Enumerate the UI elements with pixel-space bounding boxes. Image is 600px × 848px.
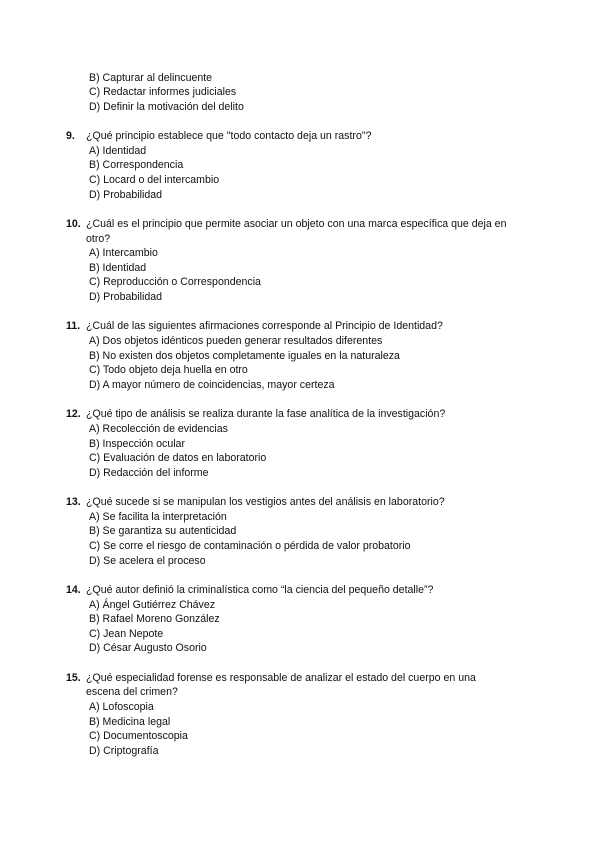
spacer	[0, 568, 600, 583]
answer-option: B) Rafael Moreno González	[89, 613, 220, 626]
question-block	[0, 217, 600, 305]
answer-option: B) Medicina legal	[89, 715, 171, 728]
exam-page	[0, 71, 600, 759]
text-line	[0, 349, 600, 364]
answer-option: A) Lofoscopia	[89, 701, 154, 714]
answer-option: B) Correspondencia	[89, 159, 184, 172]
question-text: ¿Qué principio establece que "todo contacto deja un rastro"?	[86, 130, 372, 143]
answer-option: A) Intercambio	[89, 247, 158, 260]
question-block	[0, 129, 600, 202]
question-block	[0, 583, 600, 656]
text-line	[0, 261, 600, 276]
answer-option: B) Se garantiza su autenticidad	[89, 525, 237, 538]
text-line	[0, 510, 600, 525]
text-line	[0, 627, 600, 642]
text-line	[0, 378, 600, 393]
text-line	[0, 437, 600, 452]
text-line	[0, 539, 600, 554]
question-block	[0, 495, 600, 568]
text-line	[0, 422, 600, 437]
text-line	[0, 100, 600, 115]
text-line	[0, 554, 600, 569]
answer-option: A) Ángel Gutiérrez Chávez	[89, 598, 216, 611]
answer-option: D) Probabilidad	[89, 188, 163, 201]
text-line	[0, 451, 600, 466]
text-line	[0, 173, 600, 188]
answer-option: C) Todo objeto deja huella en otro	[89, 364, 248, 377]
question-number: 11.	[66, 320, 81, 333]
answer-option: A) Se facilita la interpretación	[89, 510, 227, 523]
question-number: 15.	[66, 671, 81, 684]
answer-option: A) Identidad	[89, 144, 147, 157]
question-text-continuation: escena del crimen?	[86, 686, 178, 699]
question-text: ¿Qué sucede si se manipulan los vestigios antes del análisis en laboratorio?	[86, 496, 445, 509]
question-number: 12.	[66, 408, 81, 421]
spacer	[0, 393, 600, 408]
question-block	[0, 671, 600, 759]
text-line	[0, 685, 600, 700]
text-line	[0, 641, 600, 656]
text-line	[0, 524, 600, 539]
spacer	[0, 480, 600, 495]
text-line	[0, 700, 600, 715]
text-line	[0, 407, 600, 422]
text-line	[0, 144, 600, 159]
answer-option: C) Reproducción o Correspondencia	[89, 276, 261, 289]
text-line	[0, 129, 600, 144]
text-line	[0, 715, 600, 730]
text-line	[0, 158, 600, 173]
question-number: 14.	[66, 583, 81, 596]
question-number: 13.	[66, 496, 81, 509]
question-text: ¿Qué especialidad forense es responsable de analizar el estado del cuerpo en una	[86, 671, 476, 684]
answer-option: B) No existen dos objetos completamente iguales en la naturaleza	[89, 349, 400, 362]
text-line	[0, 275, 600, 290]
text-line	[0, 363, 600, 378]
question-block	[0, 319, 600, 392]
text-line	[0, 71, 600, 86]
answer-option: A) Dos objetos idénticos pueden generar resultados diferentes	[89, 335, 383, 348]
question-text: ¿Cuál es el principio que permite asociar un objeto con una marca específica que deja en	[86, 217, 507, 230]
answer-option: B) Capturar al delincuente	[89, 71, 213, 84]
text-line	[0, 217, 600, 232]
question-number: 9.	[66, 130, 75, 143]
text-line	[0, 319, 600, 334]
answer-option: C) Jean Nepote	[89, 627, 164, 640]
spacer	[0, 656, 600, 671]
question-text: ¿Qué tipo de análisis se realiza durante la fase analítica de la investigación?	[86, 408, 446, 421]
answer-option: D) Redacción del informe	[89, 466, 209, 479]
text-line	[0, 598, 600, 613]
answer-option: A) Recolección de evidencias	[89, 422, 228, 435]
text-line	[0, 85, 600, 100]
question-number: 10.	[66, 217, 81, 230]
answer-option: C) Se corre el riesgo de contaminación o pérdida de valor probatorio	[89, 540, 411, 552]
answer-option: D) Se acelera el proceso	[89, 554, 206, 567]
text-line	[0, 466, 600, 481]
text-line	[0, 495, 600, 510]
answer-option: C) Redactar informes judiciales	[89, 86, 237, 99]
answer-option: C) Documentoscopia	[89, 730, 188, 743]
answer-option: D) A mayor número de coincidencias, mayor certeza	[89, 378, 335, 391]
text-line	[0, 612, 600, 627]
text-line	[0, 188, 600, 203]
answer-option: D) César Augusto Osorio	[89, 642, 207, 655]
answer-option: D) Definir la motivación del delito	[89, 100, 244, 113]
question-block	[0, 407, 600, 480]
text-line	[0, 729, 600, 744]
spacer	[0, 305, 600, 320]
question-text: ¿Qué autor definió la criminalística como “la ciencia del pequeño detalle”?	[86, 583, 434, 596]
answer-option: C) Locard o del intercambio	[89, 173, 220, 186]
spacer	[0, 202, 600, 217]
text-line	[0, 744, 600, 759]
text-line	[0, 232, 600, 247]
answer-option: D) Criptografía	[89, 744, 159, 757]
answer-option: B) Inspección ocular	[89, 437, 185, 450]
answer-option: B) Identidad	[89, 261, 147, 274]
text-line	[0, 583, 600, 598]
question-text-continuation: otro?	[86, 232, 111, 245]
text-line	[0, 671, 600, 686]
spacer	[0, 114, 600, 129]
text-line	[0, 334, 600, 349]
text-line	[0, 246, 600, 261]
question-text: ¿Cuál de las siguientes afirmaciones corresponde al Principio de Identidad?	[86, 320, 443, 333]
text-line	[0, 290, 600, 305]
answer-option: D) Probabilidad	[89, 291, 163, 304]
answer-option: C) Evaluación de datos en laboratorio	[89, 452, 267, 465]
